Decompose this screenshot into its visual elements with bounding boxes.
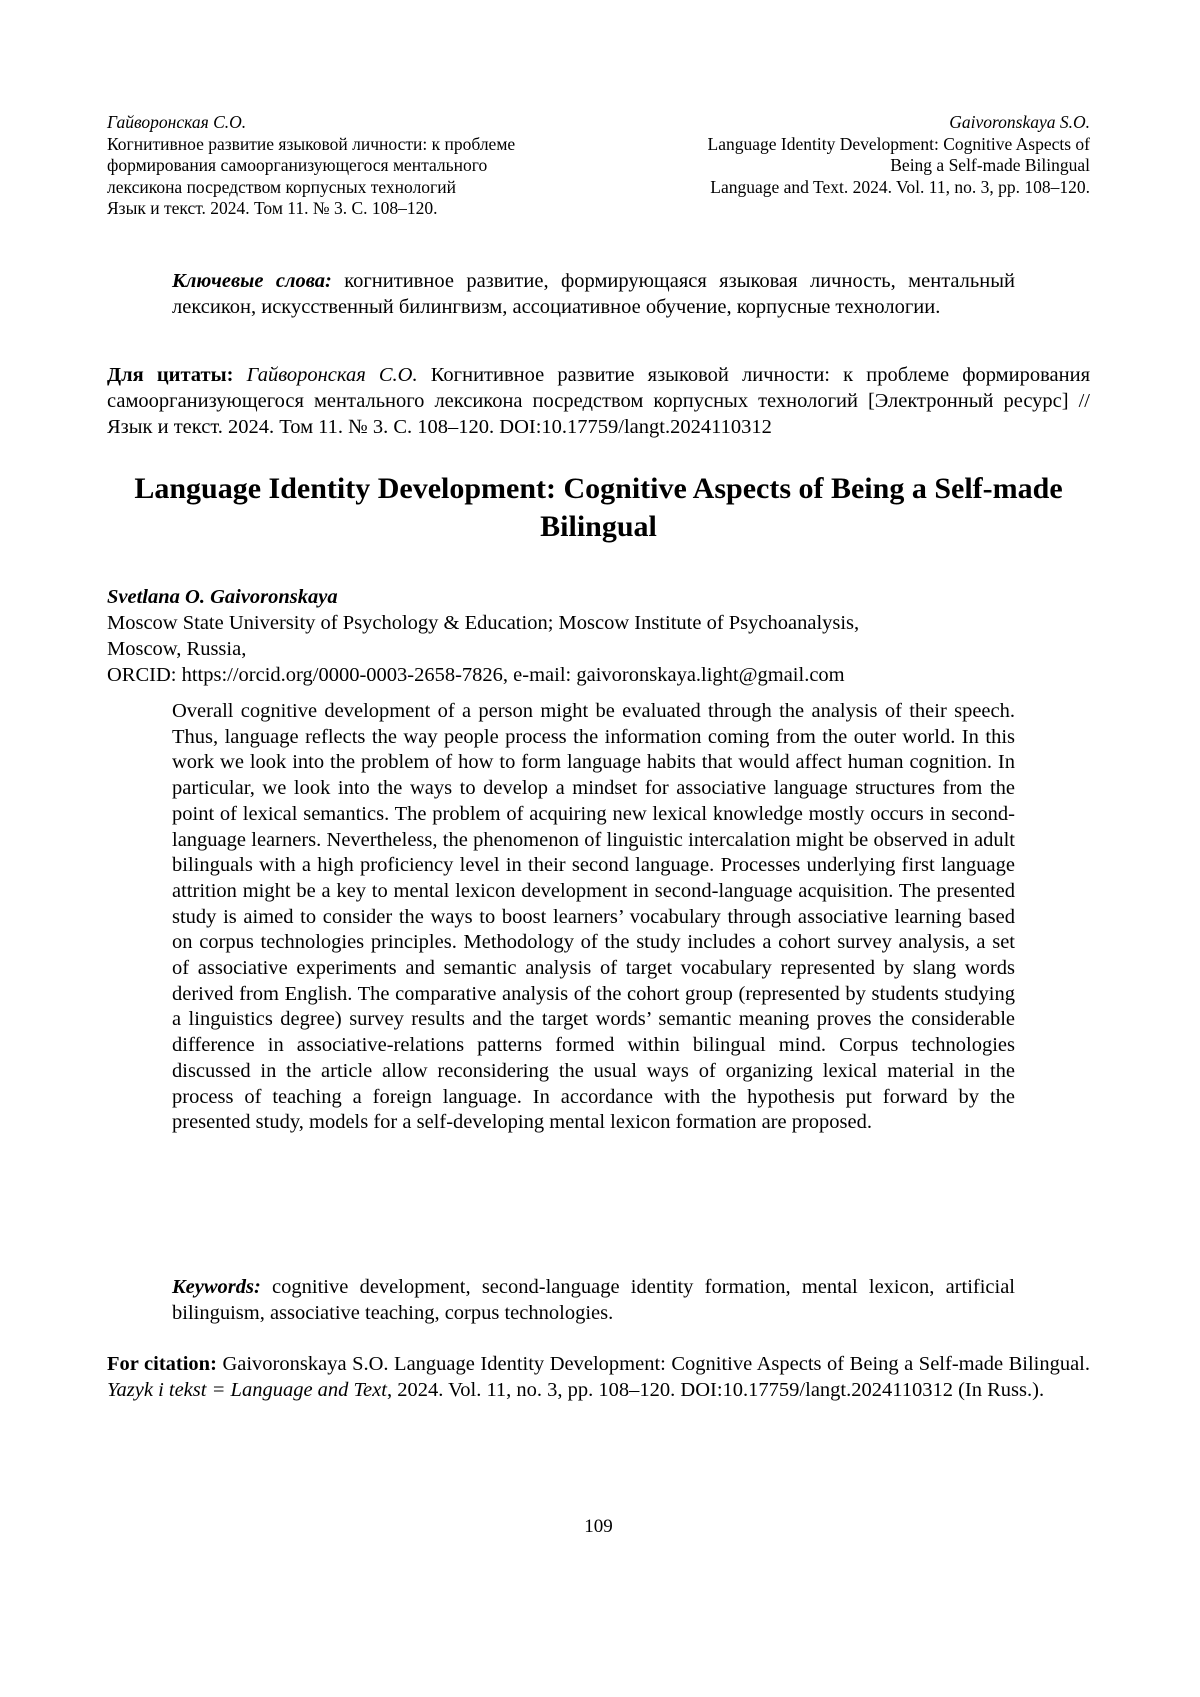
citation-english-post: , 2024. Vol. 11, no. 3, pp. 108–120. DOI:10.17759/langt.2024110312 (In Russ.). — [386, 1378, 1045, 1401]
author-affiliation: Moscow State University of Psychology & Education; Moscow Institute of Psychoanalysis, Moscow, Russia, ORCID: https://orcid.org/0000-0003-2658-7826, e-mail: gaivoronskaya.light@gmail.com — [107, 612, 860, 686]
running-head-ru-author: Гайворонская С.О. — [107, 112, 247, 132]
citation-english-pre: Gaivoronskaya S.O. Language Identity Development: Cognitive Aspects of Being a Self-made Bilingual. — [216, 1352, 1090, 1375]
keywords-russian-text: когнитивное развитие, формирующаяся языковая личность, ментальный лексикон, искусственный билингвизм, ассоциативное обучение, корпусные технологии. — [172, 269, 1015, 318]
keywords-english-label: Keywords: — [172, 1275, 261, 1298]
keywords-russian-label: Ключевые слова: — [172, 269, 332, 292]
citation-russian — [107, 362, 1090, 440]
citation-english-label: For citation: — [107, 1352, 217, 1375]
running-head-ru-journal: Язык и текст. 2024. Том 11. № 3. С. 108–120. — [107, 198, 438, 219]
author-block — [107, 584, 1090, 688]
running-head-en-journal: Language and Text. 2024. Vol. 11, no. 3, pp. 108–120. — [710, 176, 1090, 197]
running-head-en-title: Language Identity Development: Cognitive Aspects of Being a Self-made Bilingual — [707, 133, 1090, 176]
abstract-text: Overall cognitive development of a person might be evaluated through the analysis of their speech. Thus, language reflects the way people process the information coming from the outer world. In this work we look into the problem of how to form language habits that would affect human cognition. In particular, we look into the ways to develop a mindset for associative language structures from the point of lexical semantics. The problem of acquiring new lexical knowledge mostly occurs in second-language learners. Nevertheless, the phenomenon of linguistic intercalation might be observed in adult bilinguals with a high proficiency level in their second language. Processes underlying first language attrition might be a key to mental lexicon development in second-language acquisition. The presented study is aimed to consider the ways to boost learners’ vocabulary through associative learning based on corpus technologies principles. Methodology of the study includes a cohort survey analysis, a set of associative experiments and semantic analysis of target vocabulary represented by slang words derived from English. The comparative analysis of the cohort group (represented by students studying a linguistics degree) survey results and the target words’ semantic meaning proves the considerable difference in associative-relations patterns formed within bilingual mind. Corpus technologies discussed in the article allow reconsidering the usual ways of organizing lexical material in the process of teaching a foreign language. In accordance with the hypothesis put forward by the presented study, models for a self-developing mental lexicon formation are proposed. — [172, 700, 1015, 1134]
running-head-en-author: Gaivoronskaya S.O. — [949, 112, 1090, 132]
citation-russian-text: Когнитивное развитие языковой личности: к проблеме формирования самоорганизующегося ментального лексикона посредством корпусных технологий [Электронный ресурс] // Язык и текст. 2024. Том 11. № 3. С. 108–120. DOI:10.17759/langt.2024110312 — [107, 363, 1091, 438]
article-title: Language Identity Development: Cognitive Aspects of Being a Self-made Bilingual — [134, 472, 1063, 543]
running-head-russian — [107, 112, 595, 220]
page-number: 109 — [584, 1516, 613, 1537]
author-name: Svetlana O. Gaivoronskaya — [107, 586, 338, 608]
citation-english — [107, 1351, 1090, 1403]
keywords-english — [172, 1274, 1015, 1326]
citation-russian-label: Для цитаты: — [107, 363, 234, 386]
citation-russian-author: Гайворонская С.О. — [233, 363, 431, 386]
keywords-russian — [172, 268, 1015, 320]
running-head-ru-title: Когнитивное развитие языковой личности: к проблеме формирования самоорганизующегося ментального лексикона посредством корпусных технологий — [107, 133, 516, 197]
keywords-english-text: cognitive development, second-language identity formation, mental lexicon, artificial bilinguism, associative teaching, corpus technologies. — [172, 1275, 1015, 1324]
running-head-english — [602, 112, 1090, 198]
citation-english-journal: Yazyk i tekst = Language and Text — [107, 1378, 387, 1401]
